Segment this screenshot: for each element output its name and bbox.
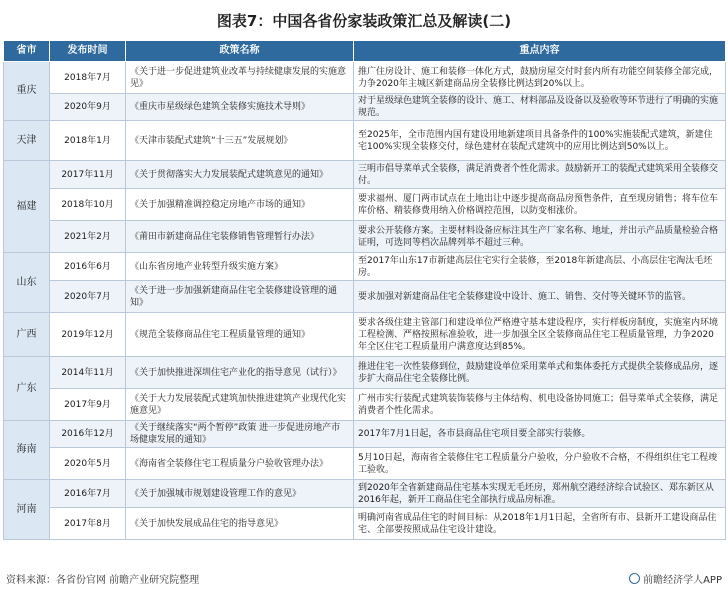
- policy-name-cell: 《莆田市新建商品住宅装修销售管理暂行办法》: [126, 221, 354, 253]
- content-cell: 广州市实行装配式建筑装饰装修与主体结构、机电设备协同施工；倡导菜单式全装修，满足消费者个性化需求。: [354, 389, 726, 421]
- province-cell: 天津: [4, 121, 50, 161]
- date-cell: 2016年12月: [50, 421, 126, 448]
- policy-name-cell: 《海南省全装修住宅工程质量分户验收管理办法》: [126, 448, 354, 480]
- table-row: [4, 189, 726, 221]
- date-cell: 2018年7月: [50, 62, 126, 94]
- policy-name-cell: 《关于加快发展成品住宅的指导意见》: [126, 508, 354, 540]
- province-cell: 广东: [4, 357, 50, 421]
- content-cell: 到2020年全省新建商品住宅基本实现无毛坯房，郑州航空港经济综合试验区、郑东新区从2016年起，新开工商品住宅全部执行成品房标准。: [354, 480, 726, 508]
- table-row: [4, 421, 726, 448]
- table-row: [4, 480, 726, 508]
- date-cell: 2019年12月: [50, 313, 126, 357]
- table-row: [4, 121, 726, 161]
- date-cell: 2017年9月: [50, 389, 126, 421]
- date-cell: 2016年7月: [50, 480, 126, 508]
- policy-name-cell: 《重庆市星级绿色建筑全装修实施技术导则》: [126, 94, 354, 121]
- policy-table: [3, 40, 726, 540]
- policy-name-cell: 《关于加强城市规划建设管理工作的意见》: [126, 480, 354, 508]
- header-date: 发布时间: [50, 41, 126, 62]
- content-cell: 至2025年，全市范围内国有建设用地新建项目具备条件的100%实施装配式建筑，新建住宅100%实现全装修交付，绿色建材在装配式建筑中的应用比例达到50%以上。: [354, 121, 726, 161]
- province-cell: 重庆: [4, 62, 50, 121]
- province-cell: 海南: [4, 421, 50, 480]
- content-cell: 明确河南省成品住宅的时间目标：从2018年1月1日起，全省所有市、县新开工建设商品住宅、全部要按照成品住宅设计建设。: [354, 508, 726, 540]
- date-cell: 2018年10月: [50, 189, 126, 221]
- table-row: [4, 281, 726, 313]
- content-cell: 要求各级住建主管部门和建设单位严格遵守基本建设程序，实行样板房制度，实施室内环境工程检测、严格按照标准验收，进一步加强全区全装修商品住宅工程质量管理，力争2020年全区住宅工程质量用户满意度达到85%。: [354, 313, 726, 357]
- table-row: [4, 389, 726, 421]
- policy-name-cell: 《关于加快推进深圳住宅产业化的指导意见（试行）》: [126, 357, 354, 389]
- province-cell: 广西: [4, 313, 50, 357]
- policy-name-cell: 《关于大力发展装配式建筑加快推进建筑产业现代化实施意见》: [126, 389, 354, 421]
- source-note: 资料来源：各省份官网 前瞻产业研究院整理: [6, 575, 200, 586]
- province-cell: 山东: [4, 253, 50, 313]
- content-cell: 推广住房设计、施工和装修一体化方式，鼓励房屋交付时套内所有功能空间装修全部完成，力争2020年主城区新建商品房全装修比例达到20%以上。: [354, 62, 726, 94]
- table-row: [4, 508, 726, 540]
- table-row: [4, 62, 726, 94]
- content-cell: 推进住宅一次性装修到位，鼓励建设单位采用菜单式和集体委托方式提供全装修成品房，逐步扩大商品住宅全装修比例。: [354, 357, 726, 389]
- policy-name-cell: 《关于贯彻落实大力发展装配式建筑意见的通知》: [126, 161, 354, 189]
- content-cell: 至2017年山东17市新建高层住宅实行全装修，至2018年新建高层、小高层住宅淘汰毛坯房。: [354, 253, 726, 281]
- table-row: [4, 221, 726, 253]
- policy-name-cell: 《关于进一步加强新建商品住宅全装修建设管理的通知》: [126, 281, 354, 313]
- content-cell: 对于星级绿色建筑全装修的设计、施工、材料部品及设备以及验收等环节进行了明确的实施规范。: [354, 94, 726, 121]
- content-cell: 要求加强对新建商品住宅全装修建设中设计、施工、销售、交付等关键环节的监管。: [354, 281, 726, 313]
- date-cell: 2020年7月: [50, 281, 126, 313]
- policy-name-cell: 《关于加强精准调控稳定房地产市场的通知》: [126, 189, 354, 221]
- policy-table-container: [3, 40, 725, 540]
- province-cell: 福建: [4, 161, 50, 253]
- policy-name-cell: 《规范全装修商品住宅工程质量管理的通知》: [126, 313, 354, 357]
- date-cell: 2018年1月: [50, 121, 126, 161]
- date-cell: 2020年5月: [50, 448, 126, 480]
- content-cell: 5月10日起，海南省全装修住宅工程质量分户验收，分户验收不合格，不得组织住宅工程竣工验收。: [354, 448, 726, 480]
- table-header-row: [4, 41, 726, 62]
- brand-mark: [629, 571, 722, 586]
- content-cell: 要求福州、厦门两市试点在土地出让中逐步提高商品房预售条件，直至现房销售；将车位车库价格、精装修费用纳入价格调控范围，以防变相涨价。: [354, 189, 726, 221]
- header-content: 重点内容: [354, 41, 726, 62]
- content-cell: 要求公开装修方案。主要材料设备应标注其生产厂家名称、地址，并出示产品质量检验合格证明，可选同等档次品牌列举不超过三种。: [354, 221, 726, 253]
- table-row: [4, 94, 726, 121]
- table-row: [4, 161, 726, 189]
- policy-name-cell: 《天津市装配式建筑“十三五”发展规划》: [126, 121, 354, 161]
- policy-name-cell: 《山东省房地产业转型升级实施方案》: [126, 253, 354, 281]
- date-cell: 2020年9月: [50, 94, 126, 121]
- date-cell: 2014年11月: [50, 357, 126, 389]
- brand-logo-icon: [629, 573, 640, 584]
- table-row: [4, 313, 726, 357]
- table-row: [4, 448, 726, 480]
- header-policy: 政策名称: [126, 41, 354, 62]
- content-cell: 2017年7月1日起，各市县商品住宅项目要全部实行装修。: [354, 421, 726, 448]
- date-cell: 2016年6月: [50, 253, 126, 281]
- province-cell: 河南: [4, 480, 50, 540]
- date-cell: 2017年8月: [50, 508, 126, 540]
- date-cell: 2017年11月: [50, 161, 126, 189]
- date-cell: 2021年2月: [50, 221, 126, 253]
- policy-name-cell: 《关于继续落实“两个暂停”政策 进一步促进房地产市场健康发展的通知》: [126, 421, 354, 448]
- footer: [0, 568, 728, 588]
- header-province: 省市: [4, 41, 50, 62]
- chart-title: 图表7：中国各省份家装政策汇总及解读(二): [216, 11, 512, 30]
- table-row: [4, 253, 726, 281]
- policy-name-cell: 《关于进一步促进建筑业改革与持续健康发展的实施意见》: [126, 62, 354, 94]
- table-body: [4, 62, 726, 540]
- content-cell: 三明市倡导菜单式全装修，满足消费者个性化需求。鼓励新开工的装配式建筑采用全装修交付。: [354, 161, 726, 189]
- brand-label: 前瞻经济学人APP: [643, 575, 722, 586]
- table-row: [4, 357, 726, 389]
